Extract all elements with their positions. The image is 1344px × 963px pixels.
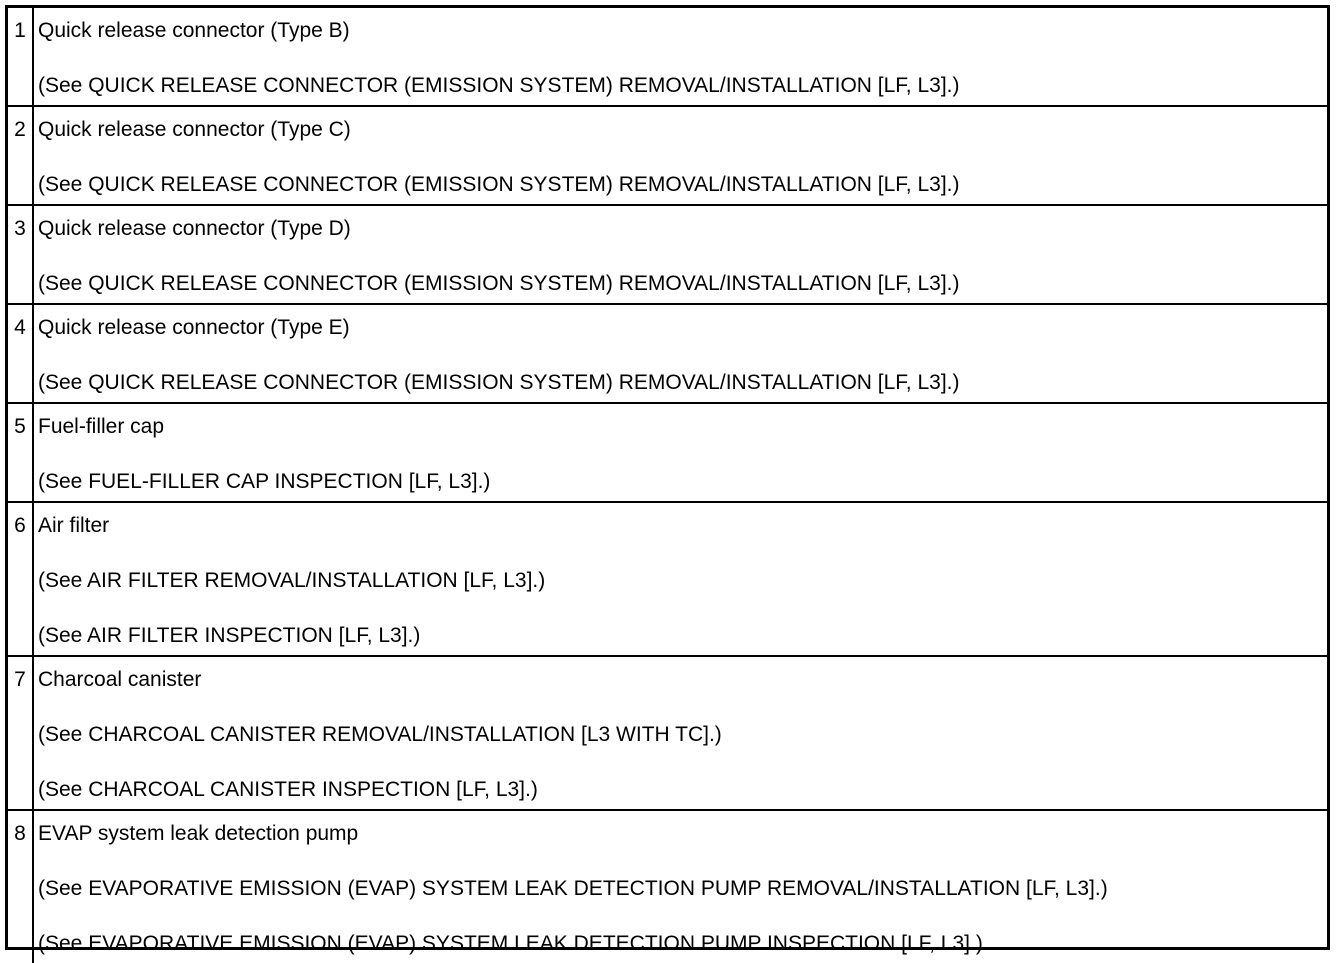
item-description bbox=[34, 503, 1327, 655]
table-row bbox=[8, 404, 1327, 503]
item-number: 4 bbox=[8, 305, 34, 402]
table-row bbox=[8, 811, 1327, 963]
table-row bbox=[8, 107, 1327, 206]
item-description bbox=[34, 107, 1327, 204]
item-number: 2 bbox=[8, 107, 34, 204]
reference-link[interactable]: (See CHARCOAL CANISTER REMOVAL/INSTALLATION [L3 WITH TC].) bbox=[38, 723, 722, 746]
reference-link[interactable]: (See EVAPORATIVE EMISSION (EVAP) SYSTEM LEAK DETECTION PUMP REMOVAL/INSTALLATION [LF, L3].) bbox=[38, 877, 1108, 900]
item-description bbox=[34, 8, 1327, 105]
reference-link[interactable]: (See EVAPORATIVE EMISSION (EVAP) SYSTEM LEAK DETECTION PUMP INSPECTION [LF, L3].) bbox=[38, 932, 983, 955]
item-number: 6 bbox=[8, 503, 34, 655]
item-number: 7 bbox=[8, 657, 34, 809]
reference-link[interactable]: (See FUEL-FILLER CAP INSPECTION [LF, L3].) bbox=[38, 470, 491, 493]
reference-link[interactable]: (See AIR FILTER INSPECTION [LF, L3].) bbox=[38, 624, 421, 647]
item-name: EVAP system leak detection pump bbox=[38, 822, 359, 845]
reference-link[interactable]: (See AIR FILTER REMOVAL/INSTALLATION [LF, L3].) bbox=[38, 569, 546, 592]
item-number: 1 bbox=[8, 8, 34, 105]
item-name: Quick release connector (Type B) bbox=[38, 19, 350, 42]
table-row bbox=[8, 657, 1327, 811]
table-row bbox=[8, 8, 1327, 107]
item-name: Quick release connector (Type E) bbox=[38, 316, 350, 339]
item-description bbox=[34, 657, 1327, 809]
item-number: 5 bbox=[8, 404, 34, 501]
item-name: Fuel-filler cap bbox=[38, 415, 165, 438]
reference-link[interactable]: (See CHARCOAL CANISTER INSPECTION [LF, L3].) bbox=[38, 778, 538, 801]
item-name: Air filter bbox=[38, 514, 110, 537]
reference-link[interactable]: (See QUICK RELEASE CONNECTOR (EMISSION SYSTEM) REMOVAL/INSTALLATION [LF, L3].) bbox=[38, 74, 960, 97]
table-row bbox=[8, 305, 1327, 404]
reference-link[interactable]: (See QUICK RELEASE CONNECTOR (EMISSION SYSTEM) REMOVAL/INSTALLATION [LF, L3].) bbox=[38, 173, 960, 196]
item-name: Charcoal canister bbox=[38, 668, 202, 691]
parts-table bbox=[5, 5, 1330, 955]
item-description bbox=[34, 206, 1327, 303]
item-number: 3 bbox=[8, 206, 34, 303]
item-number: 8 bbox=[8, 811, 34, 963]
table-row bbox=[8, 206, 1327, 305]
item-description bbox=[34, 811, 1327, 963]
item-name: Quick release connector (Type D) bbox=[38, 217, 351, 240]
item-description bbox=[34, 404, 1327, 501]
reference-link[interactable]: (See QUICK RELEASE CONNECTOR (EMISSION SYSTEM) REMOVAL/INSTALLATION [LF, L3].) bbox=[38, 272, 960, 295]
item-description bbox=[34, 305, 1327, 402]
reference-link[interactable]: (See QUICK RELEASE CONNECTOR (EMISSION SYSTEM) REMOVAL/INSTALLATION [LF, L3].) bbox=[38, 371, 960, 394]
table-row bbox=[8, 503, 1327, 657]
item-name: Quick release connector (Type C) bbox=[38, 118, 351, 141]
